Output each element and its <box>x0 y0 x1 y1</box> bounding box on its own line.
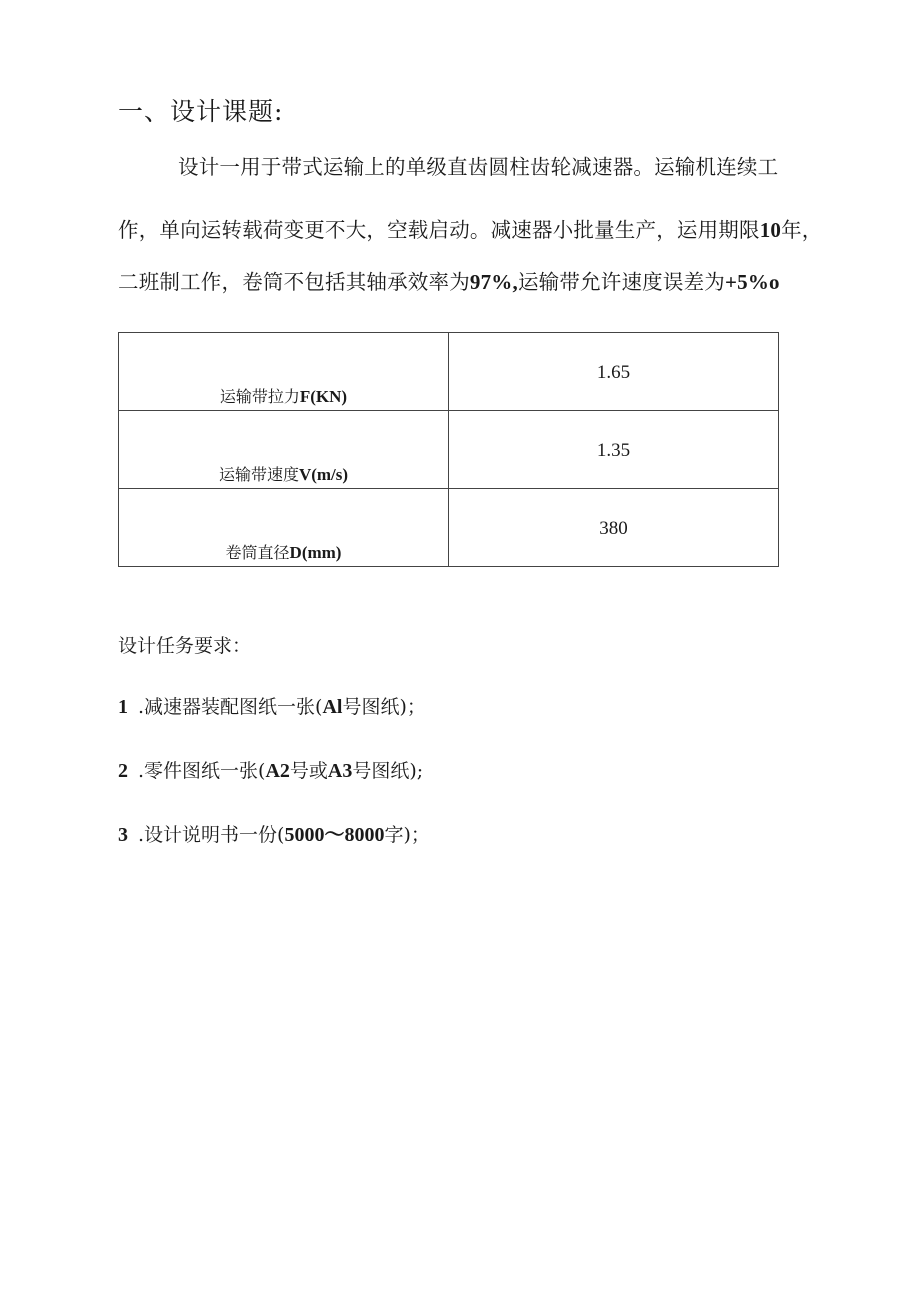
paragraph-line-1 <box>178 150 778 180</box>
parameter-label: 运输带速度V(m/s) <box>218 465 349 484</box>
speed-tolerance-value: +5%o <box>724 270 780 294</box>
table-row <box>119 333 779 411</box>
paragraph-text: 作，单向运转载荷变更不大，空载启动。减速器小批量生产，运用期限 <box>118 218 760 242</box>
parameter-value-cell <box>449 333 779 411</box>
parameter-value: 1.35 <box>596 440 631 461</box>
parameter-label: 运输带拉力F(KN) <box>219 387 348 406</box>
paragraph-line-3 <box>118 265 780 295</box>
parameter-value: 1.65 <box>596 362 631 383</box>
task-item: 3 .设计说明书一份(5000～8000字)； <box>118 824 430 846</box>
parameter-label-cell <box>119 333 449 411</box>
paragraph-text: 二班制工作，卷筒不包括其轴承效率为 <box>118 270 470 294</box>
tasks-title: 设计任务要求： <box>118 635 252 657</box>
parameter-label: 卷筒直径D(mm) <box>225 543 342 562</box>
paragraph-text: 年， <box>781 218 823 242</box>
task-item: 1 .减速器装配图纸一张(Al号图纸)； <box>118 696 426 718</box>
design-parameters-table <box>118 332 779 567</box>
efficiency-value: 97%, <box>469 270 518 294</box>
parameter-label-cell <box>119 489 449 567</box>
task-item: 2 .零件图纸一张(A2号或A3号图纸); <box>118 760 424 782</box>
parameter-label-cell <box>119 411 449 489</box>
section-heading: 一、设计课题: <box>118 97 284 126</box>
paragraph-text: 运输带允许速度误差为 <box>517 270 725 294</box>
parameter-value-cell <box>449 489 779 567</box>
parameter-value-cell <box>449 411 779 489</box>
parameter-value: 380 <box>599 518 628 539</box>
table-row <box>119 411 779 489</box>
paragraph-line-2 <box>118 213 823 243</box>
table-row <box>119 489 779 567</box>
service-years: 10 <box>759 218 782 242</box>
paragraph-text: 设计一用于带式运输上的单级直齿圆柱齿轮减速器。运输机连续工 <box>178 155 779 179</box>
